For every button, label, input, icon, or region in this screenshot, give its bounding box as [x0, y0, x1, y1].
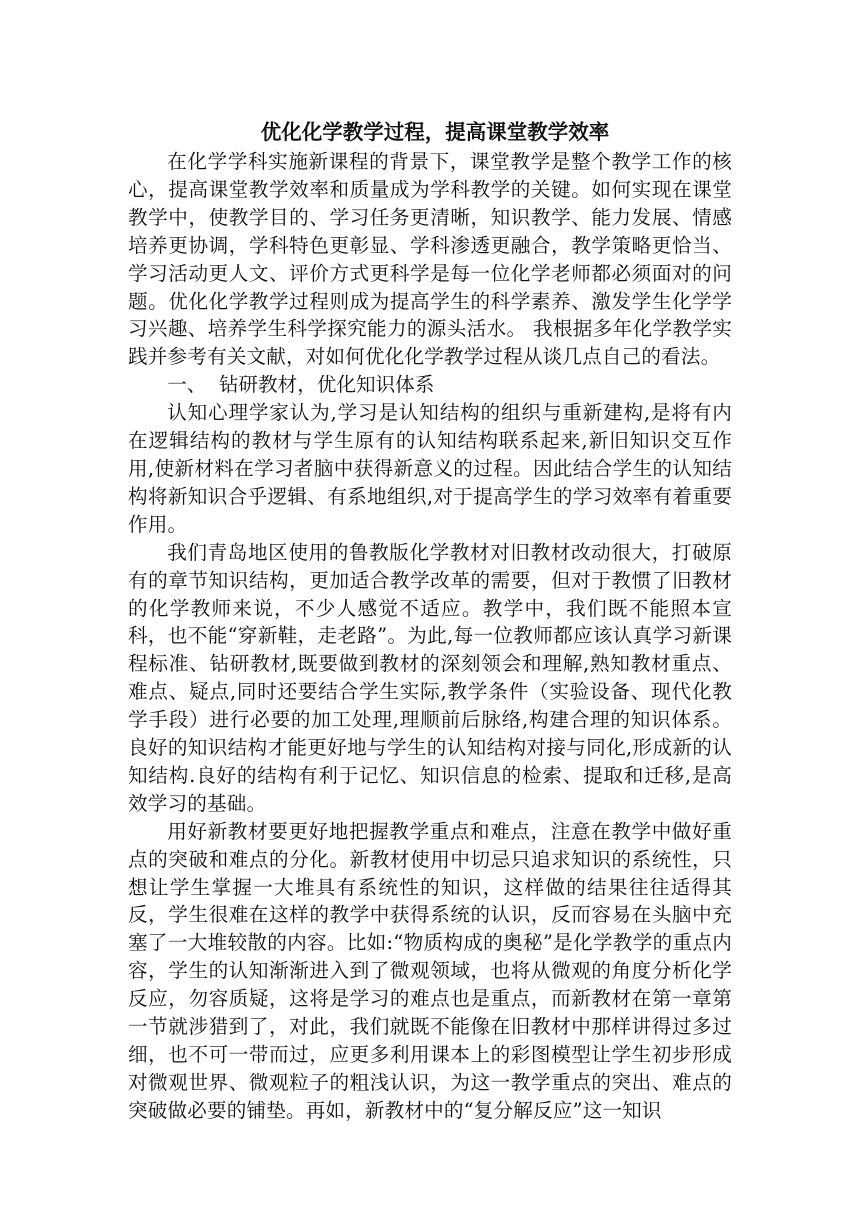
body-paragraph: 我们青岛地区使用的鲁教版化学教材对旧教材改动很大，打破原有的章节知识结构，更加适合教学改革的需要，但对于教惯了旧教材的化学教师来说，不少人感觉不适应。教学中，我们既不能照本宣科，也不能“穿新鞋，走老路”。为此,每一位教师都应该认真学习新课程标准、钻研教材,既要做到教材的深刻领会和理解,熟知教材重点、难点、疑点,同时还要结合学生实际,教学条件（实验设备、现代化教学手段）进行必要的加工处理,理顺前后脉络,构建合理的知识体系。良好的知识结构才能更好地与学生的认知结构对接与同化,形成新的认知结构.良好的结构有利于记忆、知识信息的检索、提取和迁移,是高效学习的基础。 — [128, 540, 732, 815]
section-heading-1: 一、 钻研教材，优化知识体系 — [167, 373, 435, 397]
body-paragraph: 认知心理学家认为,学习是认知结构的组织与重新建构,是将有内在逻辑结构的教材与学生原有的认知结构联系起来,新旧知识交互作用,使新材料在学习者脑中获得新意义的过程。因此结合学生的认知结构将新知识合乎逻辑、有系地组织,对于提高学生的学习效率有着重要作用。 — [128, 401, 732, 536]
document-page — [128, 118, 732, 1125]
body-paragraph: 用好新教材要更好地把握教学重点和难点，注意在教学中做好重点的突破和难点的分化。新教材使用中切忌只追求知识的系统性，只想让学生掌握一大堆具有系统性的知识，这样做的结果往往适得其反，学生很难在这样的教学中获得系统的认识，反而容易在头脑中充塞了一大堆较散的内容。比如:“物质构成的奥秘”是化学教学的重点内容，学生的认知渐渐进入到了微观领域，也将从微观的角度分析化学反应，勿容质疑，这将是学习的难点也是重点，而新教材在第一章第一节就涉猎到了，对此，我们就既不能像在旧教材中那样讲得过多过细，也不可一带而过，应更多利用课本上的彩图模型让学生初步形成对微观世界、微观粒子的粗浅认识，为这一教学重点的突出、难点的突破做必要的铺垫。再如，新教材中的“复分解反应”这一知识 — [128, 819, 732, 1122]
document-title: 优化化学教学过程，提高课堂教学效率 — [260, 120, 610, 144]
intro-paragraph: 在化学学科实施新课程的背景下，课堂教学是整个教学工作的核心，提高课堂教学效率和质量成为学科教学的关键。如何实现在课堂教学中，使教学目的、学习任务更清晰，知识教学、能力发展、情感培养更协调，学科特色更彰显、学科渗透更融合，教学策略更恰当、学习活动更人文、评价方式更科学是每一位化学老师都必须面对的问题。优化化学教学过程则成为提高学生的科学素养、激发学生化学学习兴趣、培养学生科学探究能力的源头活水。 我根据多年化学教学实践并参考有关文献，对如何优化化学教学过程从谈几点自己的看法。 — [128, 150, 732, 369]
